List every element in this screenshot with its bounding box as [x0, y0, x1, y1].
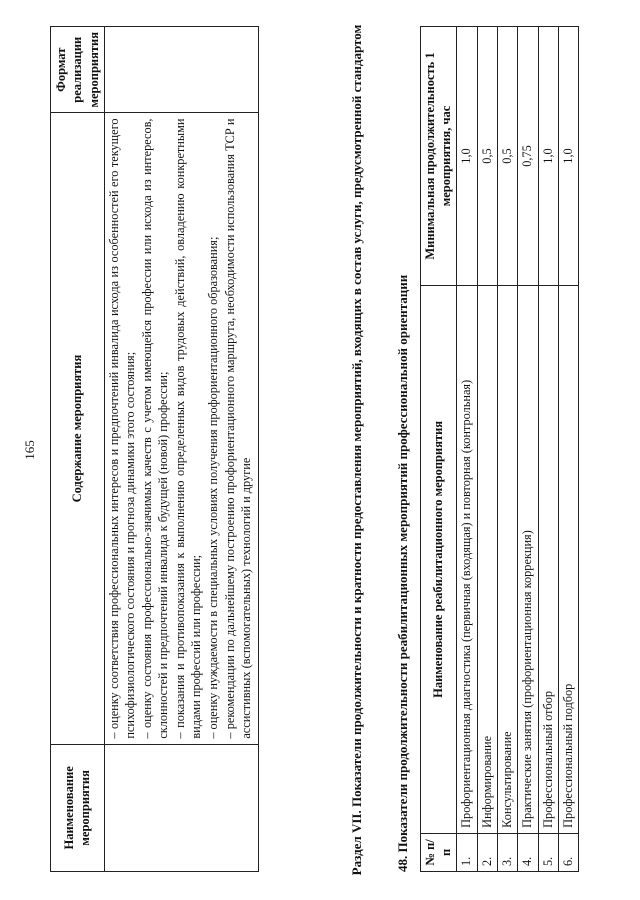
row-duration: 1,0	[538, 27, 558, 286]
row-duration: 1,0	[559, 27, 579, 286]
table-row	[457, 27, 477, 872]
row-name: Профессиональный отбор	[538, 285, 558, 833]
row-duration: 0,5	[477, 27, 497, 286]
row-number: 2.	[477, 833, 497, 871]
row-duration: 0,75	[518, 27, 538, 286]
list-item: – оценку нуждаемости в специальных условиях получения профориентационного образования;	[206, 119, 223, 739]
header-rehab-name: Наименование реабилитационного мероприятия	[421, 285, 457, 833]
row-name: Практические занятия (профориентационная коррекция)	[518, 285, 538, 833]
rotated-document-page	[20, 20, 620, 880]
header-number: № п/п	[421, 833, 457, 871]
activity-content-table	[50, 26, 259, 872]
activity-name-cell	[104, 744, 258, 871]
list-item: – показания и противопоказания к выполнению определенных видов трудовых действий, овладению конкретными видами профессий или профессии;	[173, 119, 206, 739]
subsection-title: 48. Показатели продолжительности реабилитационных мероприятий профессиональной ориентации	[395, 274, 410, 872]
row-name: Консультирование	[497, 285, 517, 833]
table-row	[477, 27, 497, 872]
row-number: 1.	[457, 833, 477, 871]
list-item: – оценку состояния профессионально-значимых качеств с учетом имеющейся профессии или исхода из интересов, склонностей и предпочтений инвалида к будущей (новой) профессии;	[140, 119, 173, 739]
section-title: Раздел VII. Показатели продолжительности и кратности предоставления мероприятий, входящих в состав услуги, предусмотренной стандартом	[349, 24, 364, 876]
row-number: 6.	[559, 833, 579, 871]
table-row	[538, 27, 558, 872]
row-name: Информирование	[477, 285, 497, 833]
row-duration: 0,5	[497, 27, 517, 286]
activity-content-cell	[104, 113, 258, 744]
table-row	[497, 27, 517, 872]
table-header-row	[421, 27, 457, 872]
header-activity-name: Наименование мероприятия	[51, 744, 105, 871]
duration-table	[420, 26, 579, 872]
table-row	[518, 27, 538, 872]
page-number: 165	[22, 440, 37, 460]
header-min-duration: Минимальная продолжительность 1 мероприятия, час	[421, 27, 457, 286]
row-number: 3.	[497, 833, 517, 871]
list-item: – оценку соответствия профессиональных интересов и предпочтений инвалида исхода из особенностей его текущего психофизиологического состояния и прогноза динамики этого состояния;	[107, 119, 140, 739]
row-duration: 1,0	[457, 27, 477, 286]
table-row	[559, 27, 579, 872]
table-row	[104, 27, 258, 872]
header-activity-content: Содержание мероприятия	[51, 113, 105, 744]
row-name: Профессиональный подбор	[559, 285, 579, 833]
row-number: 5.	[538, 833, 558, 871]
row-name: Профориентационная диагностика (первичная (входящая) и повторная (контрольная)	[457, 285, 477, 833]
activity-format-cell	[104, 27, 258, 114]
header-activity-format: Формат реализации мероприятия	[51, 27, 105, 114]
row-number: 4.	[518, 833, 538, 871]
content-list	[107, 119, 256, 739]
list-item: – рекомендации по дальнейшему построению профориентационного маршрута, необходимости использования ТСР и ассистивных (вспомогательных) технологий и другие	[223, 119, 256, 739]
table-header-row	[51, 27, 105, 872]
